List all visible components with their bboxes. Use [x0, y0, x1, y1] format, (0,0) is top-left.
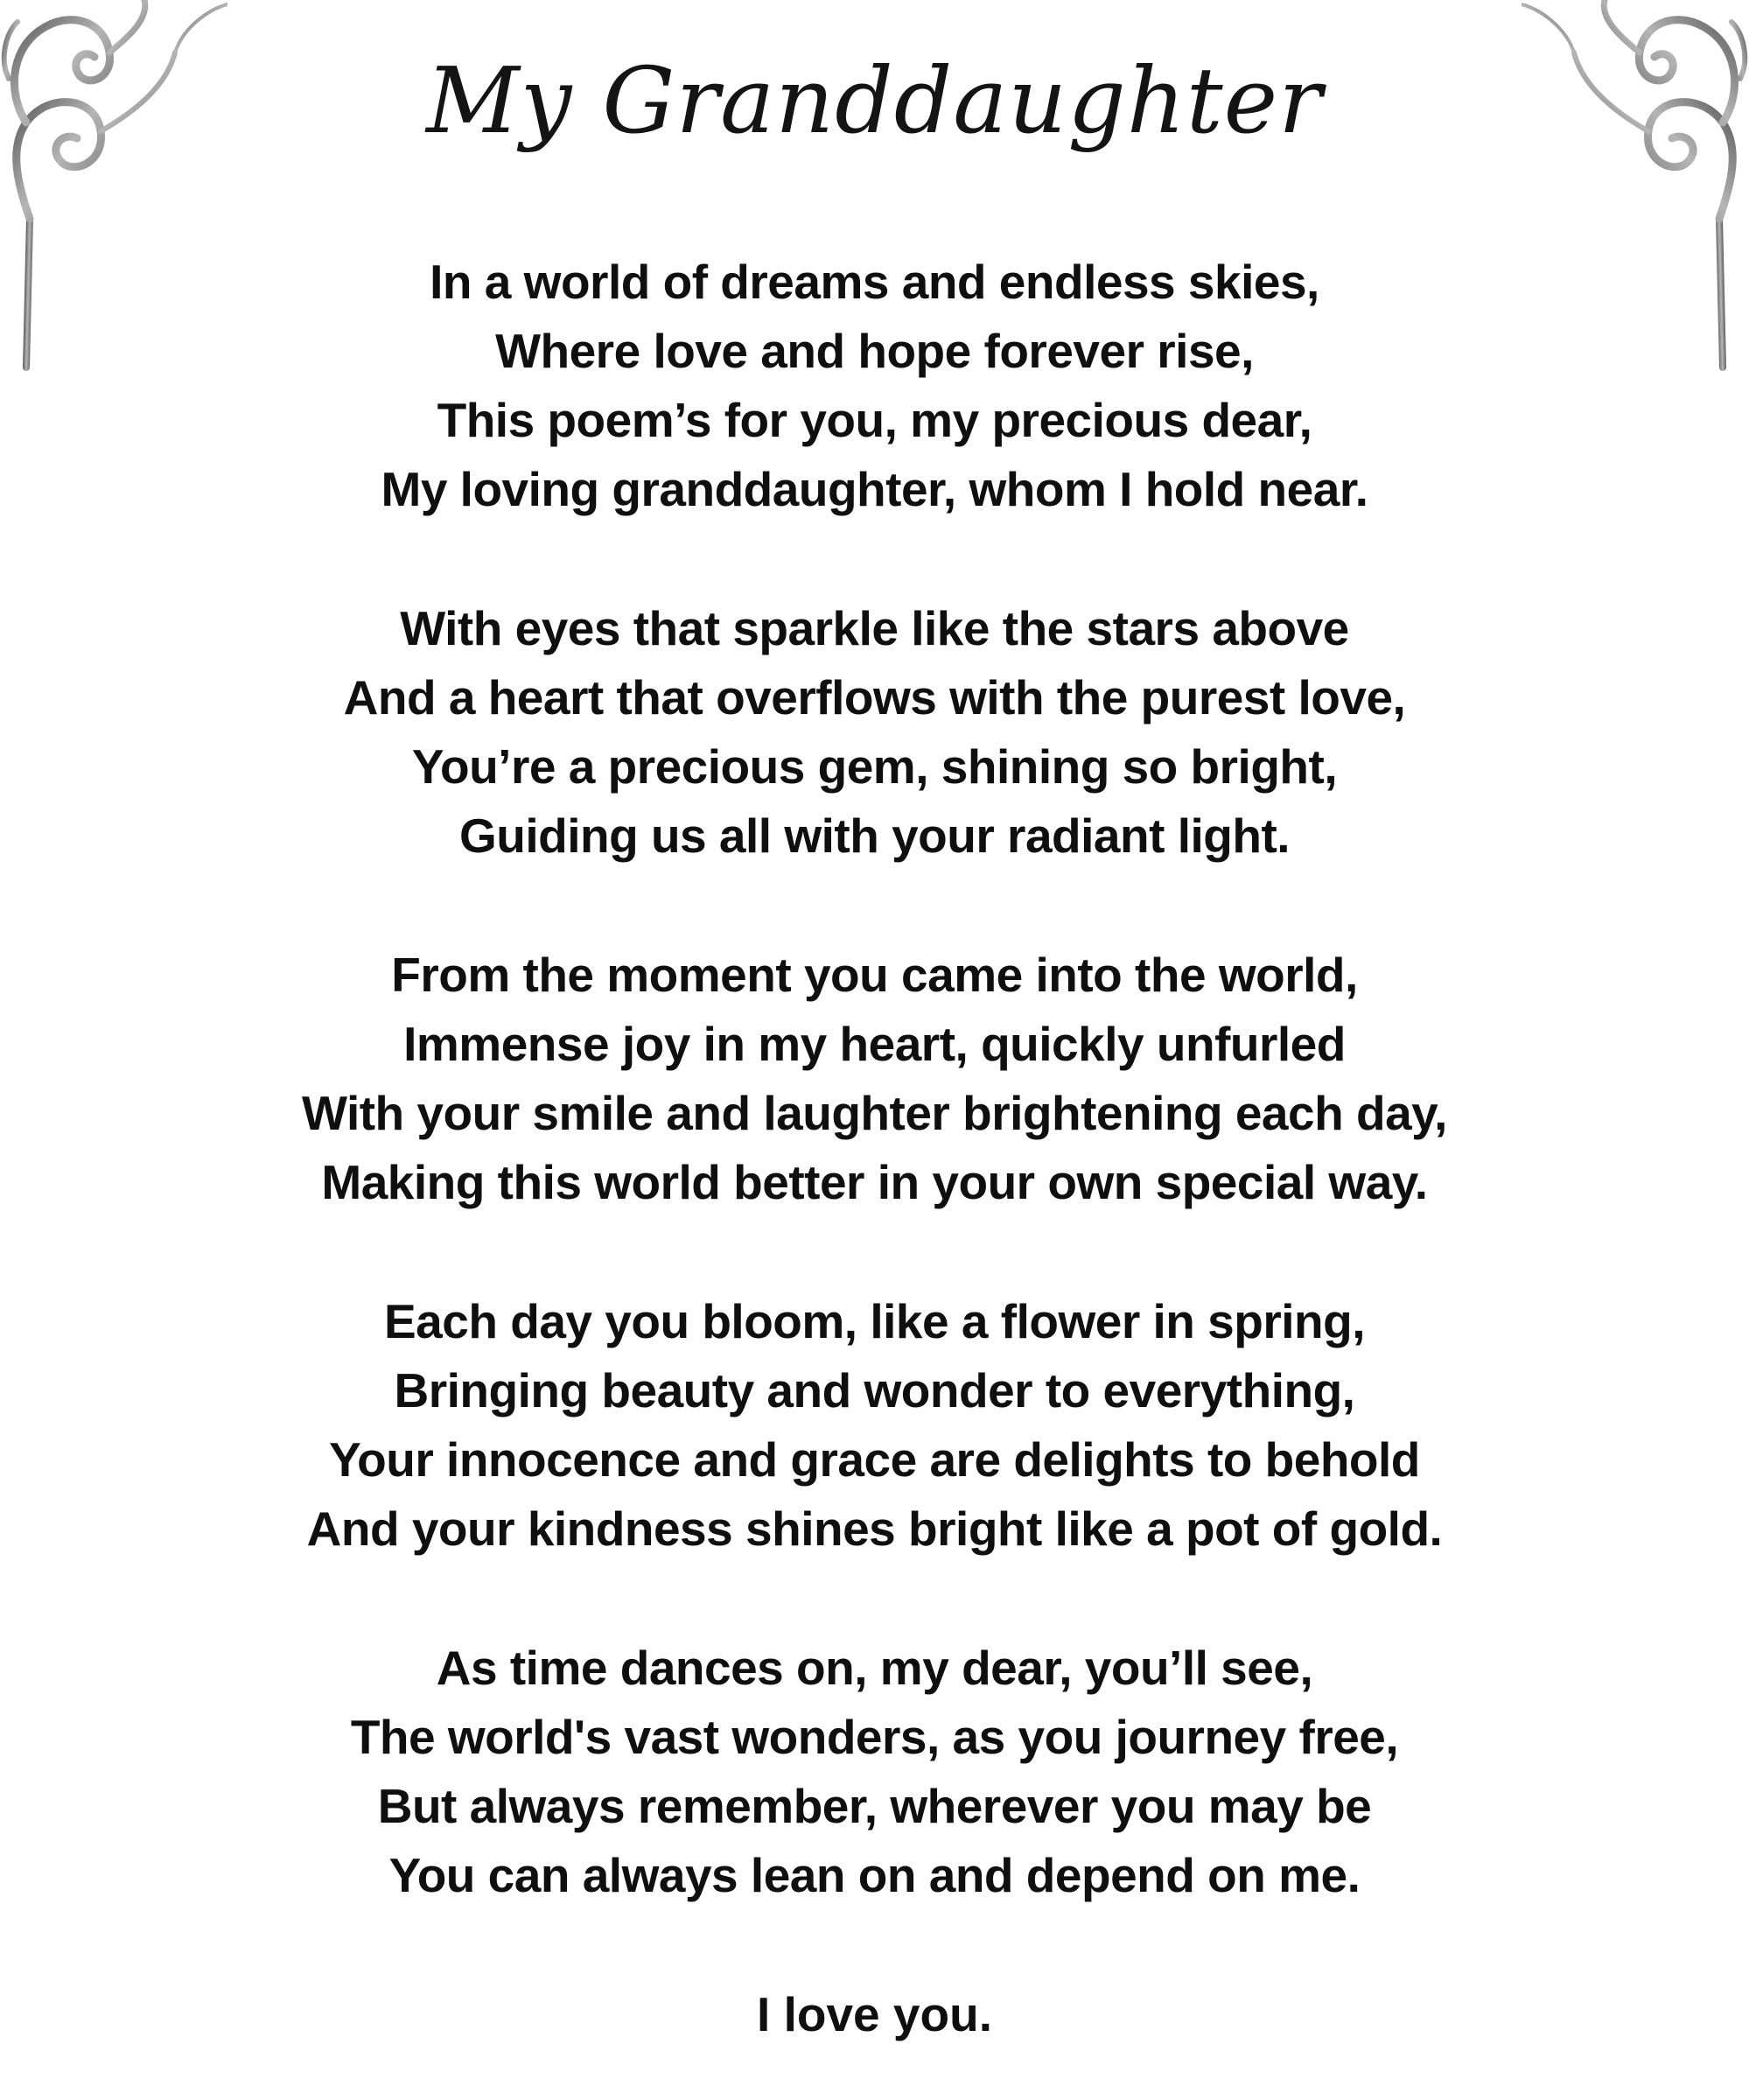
poem-line: Bringing beauty and wonder to everything, — [394, 1363, 1355, 1418]
stanza-5 — [0, 1634, 1749, 1910]
poem-line: The world's vast wonders, as you journey free, — [350, 1710, 1399, 1764]
poem-line: Making this world better in your own special way. — [321, 1155, 1428, 1209]
poem-line: And your kindness shines bright like a pot of gold. — [306, 1502, 1443, 1556]
poem-line: Where love and hope forever rise, — [495, 324, 1254, 378]
poem-line: Your innocence and grace are delights to behold — [329, 1432, 1420, 1487]
poem-line: My loving granddaughter, whom I hold near. — [381, 462, 1368, 516]
closing-line: I love you. — [757, 1987, 992, 2041]
stanza-2 — [0, 594, 1749, 871]
stanza-1 — [0, 248, 1749, 524]
poem-line: Each day you bloom, like a flower in spring, — [383, 1294, 1366, 1348]
poem-body — [0, 248, 1749, 2049]
poem-line: Immense joy in my heart, quickly unfurled — [403, 1017, 1346, 1071]
poem-line: And a heart that overflows with the purest love, — [343, 670, 1406, 724]
poem-line: This poem’s for you, my precious dear, — [437, 393, 1312, 447]
stanza-4 — [0, 1287, 1749, 1564]
poem-line: But always remember, wherever you may be — [377, 1779, 1372, 1833]
stanza-3 — [0, 941, 1749, 1217]
poem-line: With eyes that sparkle like the stars above — [400, 601, 1349, 655]
poem-line: You can always lean on and depend on me. — [388, 1848, 1361, 1902]
page-title: My Granddaughter — [426, 47, 1323, 154]
poem-line: From the moment you came into the world, — [391, 948, 1358, 1002]
poem-line: You’re a precious gem, shining so bright, — [411, 739, 1338, 794]
poem-line: In a world of dreams and endless skies, — [430, 255, 1319, 309]
poem-line: Guiding us all with your radiant light. — [458, 808, 1291, 863]
poem-line: As time dances on, my dear, you’ll see, — [436, 1641, 1313, 1695]
poem-line: With your smile and laughter brightening each day, — [302, 1086, 1447, 1140]
